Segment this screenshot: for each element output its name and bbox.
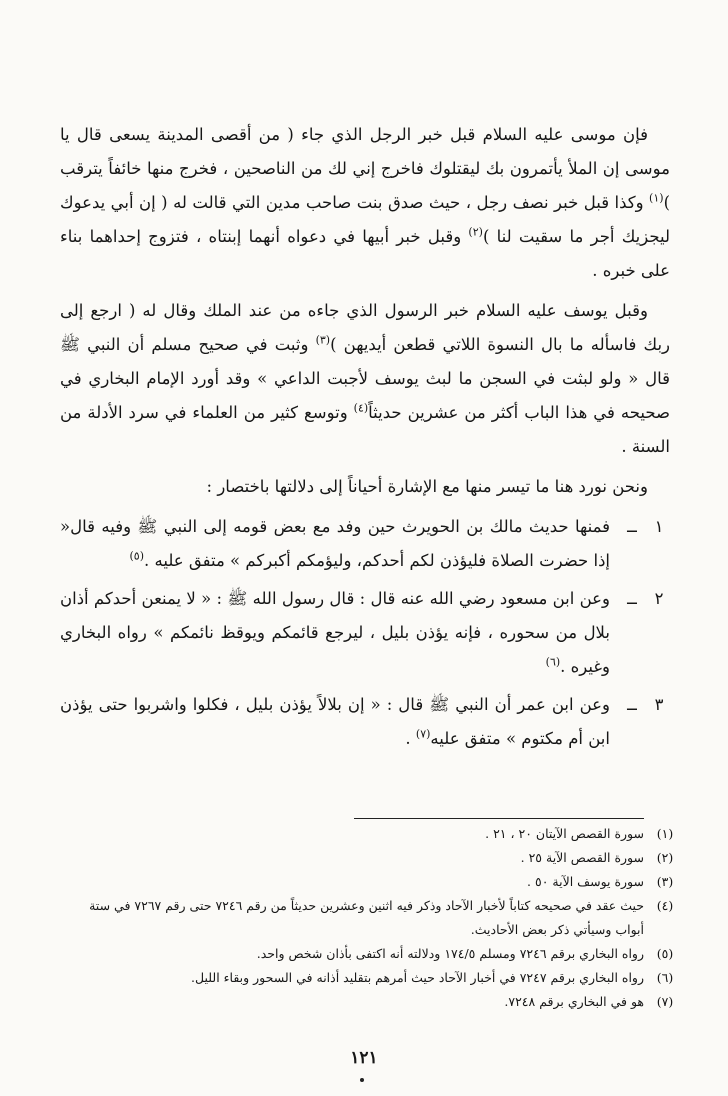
- footnotes: [60, 822, 680, 1014]
- footnote-text: رواه البخاري برقم ٧٢٤٧ في أخبار الآحاد حيث أمرهم بتقليد أذانه في السحور وبقاء الليل.: [191, 970, 644, 985]
- footnote: [60, 942, 680, 966]
- footnote: [60, 894, 680, 942]
- list-item: ١ ــ فمنها حديث مالك بن الحويرث حين وفد مع بعض قومه إلى النبي ﷺ وفيه قال« إذا حضرت الصلاة فليؤذن لكم أحدكم، وليؤمكم أكبركم » متفق عليه .$^{(٥)}$: [60, 510, 670, 578]
- footnote-number: (١): [656, 826, 674, 841]
- footnote-number: (٤): [656, 898, 674, 913]
- footnote: [60, 822, 680, 846]
- footnote-number: (٢): [656, 850, 674, 865]
- footnote: [60, 870, 680, 894]
- footnote-number: (٦): [656, 970, 674, 985]
- footnote-ref[interactable]: (٦): [545, 655, 561, 669]
- footnote: [60, 966, 680, 990]
- item-dash: ــ: [627, 589, 637, 608]
- item-number: ١: [654, 517, 664, 536]
- footnote-ref[interactable]: (١): [649, 191, 664, 205]
- page-mark-dot: [360, 1078, 364, 1082]
- item-number: ٢: [654, 589, 664, 608]
- paragraph-intro: ونحن نورد هنا ما تيسر منها مع الإشارة أحياناً إلى دلالتها باختصار :: [206, 477, 648, 496]
- item-number: ٣: [654, 695, 664, 714]
- paragraph-moses: فإن موسى عليه السلام قبل خبر الرجل الذي جاء ( من أقصى المدينة يسعى قال يا موسى إن الملأ يأتمرون بك ليقتلوك فاخرج إني لك من الناصحين ، فخرج منها خائفاً يترقب )$^{(١)}$ وكذا قبل خبر نصف رجل ، حيث صدق بنت صاحب مدين التي قالت له ( إن أبي يدعوك ليجزيك أجر ما سقيت لنا )$^{(٢)}$ وقبل خبر أبيها في دعواه أنهما إبنتاه ، فتزوج إحداهما بناء على خبره .: [60, 125, 671, 280]
- list-item: ٢ ــ وعن ابن مسعود رضي الله عنه قال : قال رسول الله ﷺ : « لا يمنعن أحدكم أذان بلال من سحوره ، فإنه يؤذن بليل ، ليرجع قائمكم ويوقظ نائمكم » رواه البخاري وغيره .$^{(٦)}$: [60, 582, 670, 684]
- item-dash: ــ: [627, 695, 637, 714]
- footnote-number: (٧): [656, 994, 674, 1009]
- footnote-divider: [354, 818, 644, 819]
- paragraph-joseph: وقبل يوسف عليه السلام خبر الرسول الذي جاءه من عند الملك وقال له ( ارجع إلى ربك فاسأله ما بال النسوة اللاتي قطعن أيديهن )$^{(٣)}$ وثبت في صحيح مسلم أن النبي ﷺ قال « ولو لبثت في السجن ما لبث يوسف لأجبت الداعي » وقد أورد الإمام البخاري في صحيحه في هذا الباب أكثر من عشرين حديثاً$^{(٤)}$ وتوسع كثير من العلماء في سرد الأدلة من السنة .: [60, 301, 671, 456]
- footnote-text: رواه البخاري برقم ٧٢٤٦ ومسلم ١٧٤/٥ ودلالته أنه اكتفى بأذان شخص واحد.: [256, 946, 644, 961]
- main-text: [60, 118, 670, 760]
- footnote-number: (٥): [656, 946, 674, 961]
- item-dash: ــ: [627, 517, 637, 536]
- footnote-text: حيث عقد في صحيحه كتاباً لأخبار الآحاد وذكر فيه اثنين وعشرين حديثاً من رقم ٧٢٤٦ حتى رقم ٧٢٦٧ في ستة أبواب وسيأتي ذكر بعض الأحاديث.: [89, 898, 644, 937]
- footnote-ref[interactable]: (٢): [468, 225, 483, 239]
- footnote: [60, 846, 680, 870]
- footnote-ref[interactable]: (٧): [415, 727, 431, 741]
- footnote-ref[interactable]: (٥): [129, 549, 144, 563]
- hadith-list: [60, 510, 670, 756]
- page-number: ١٢١: [350, 1048, 378, 1068]
- list-item: ٣ ــ وعن ابن عمر أن النبي ﷺ قال : « إن بلالاً يؤذن بليل ، فكلوا واشربوا حتى يؤذن ابن أم مكتوم » متفق عليه$^{(٧)}$ .: [60, 688, 670, 756]
- footnote-ref[interactable]: (٤): [353, 401, 369, 415]
- footnote-text: سورة القصص الآيتان ٢٠ ، ٢١ .: [485, 826, 644, 841]
- footnote-number: (٣): [656, 874, 674, 889]
- footnote: [60, 990, 680, 1014]
- footnote-text: هو في البخاري برقم ٧٢٤٨.: [504, 994, 644, 1009]
- footnote-ref[interactable]: (٣): [315, 333, 331, 347]
- footnote-text: سورة القصص الآية ٢٥ .: [520, 850, 644, 865]
- footnote-text: سورة يوسف الآية ٥٠ .: [527, 874, 644, 889]
